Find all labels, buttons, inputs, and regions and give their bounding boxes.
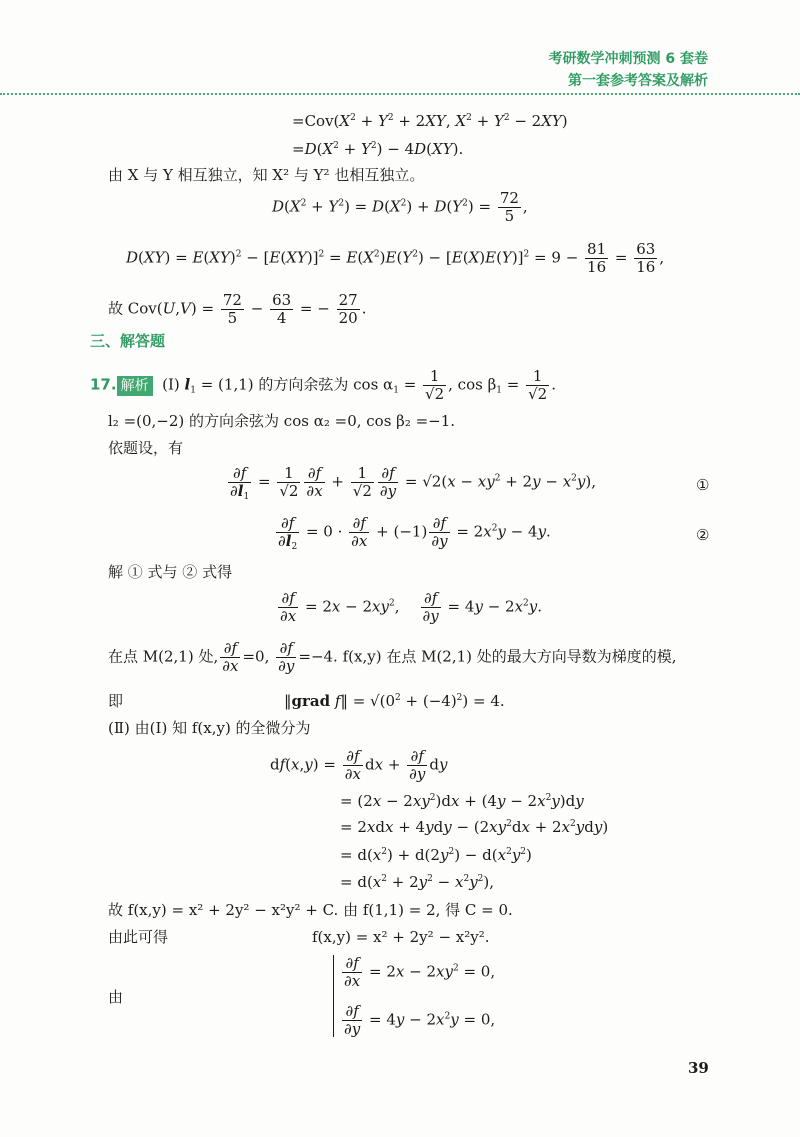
eq-partials: $\frac{\partial f}{\partial x}$ = $2x - 2xy^2$, $\frac{\partial f}{\partial y}$ = $4y - 2x^2y$. <box>280 589 543 625</box>
marker-1: ① <box>696 476 710 494</box>
eq-directional-derivative-1: $\frac{\partial f}{\partial l_1}$ = $\frac{1}{√2}$ $\frac{\partial f}{\partial x}$ + $\frac{1}{√2}$ $\frac{\partial f}{\partial y}$ = $√2(x - xy^2 + 2y - x^2y)$, <box>230 464 596 502</box>
text-zai: 在点 M(2,1) 处, <box>108 647 219 666</box>
eq-differential-5: = $d(x^2 + 2y^2 - x^2y^2)$, <box>340 873 495 891</box>
text-jie: 解 ① 式与 ② 式得 <box>108 563 233 581</box>
page-number: 39 <box>688 1059 709 1077</box>
header-title: 考研数学冲刺预测 6 套卷 <box>548 51 708 67</box>
analysis-badge: 解析 <box>117 376 153 396</box>
question-number: 17. <box>90 375 117 394</box>
eq-system-2: $\frac{\partial f}{\partial y}$ = $4y - 2x^2y = 0$, <box>344 1002 496 1038</box>
eq-variance-product: $D(XY) = E(XY)^2 - [E(XY)]^2 = E(X^2)E(Y^2) - [E(X)E(Y)]^2 = 9$ − $\frac{81}{16}$ = $\frac{63}{16}$ , <box>126 240 665 276</box>
text-independence: 由 X 与 Y 相互独立，知 X² 与 Y² 也相互独立。 <box>108 166 425 184</box>
eq-differential-1: df(x,y) = $\frac{\partial f}{\partial x}$ dx + $\frac{\partial f}{\partial y}$ dy <box>270 747 448 783</box>
header-subtitle: 第一套参考答案及解析 <box>568 73 708 89</box>
text-gu-f: 故 f(x,y) = x² + 2y² − x²y² + C. 由 f(1,1) = 2, 得 C = 0. <box>108 901 513 919</box>
eq-cov-result: 故 Cov(U,V) = $\frac{72}{5}$ − $\frac{63}{4}$ = − $\frac{27}{20}$ . <box>108 291 367 327</box>
eq-differential-4: = $d(x^2) + d(2y^2) - d(x^2y^2)$ <box>340 846 532 864</box>
text-zai-rest: f(x,y) 在点 M(2,1) 处的最大方向导数为梯度的模, <box>342 647 677 666</box>
text-l2-direction: l₂ =(0,−2) 的方向余弦为 cos α₂ =0, cos β₂ =−1. <box>108 412 456 430</box>
eq-differential-3: = $2xdx + 4ydy - (2xy^2dx + 2x^2ydy)$ <box>340 818 609 836</box>
eq-differential-2: = $(2x - 2xy^2)dx + (4y - 2x^2y)dy$ <box>340 792 584 810</box>
text-ji: 即 <box>108 692 124 710</box>
text-yitishe: 依题设，有 <box>108 439 184 457</box>
eq-grad-norm: ‖grad f‖ = $√(0^2 + (-4)^2) = 4$. <box>284 692 505 710</box>
text-you: 由 <box>108 988 124 1006</box>
section-title: 三、解答题 <box>90 332 166 350</box>
eq-cov-expansion: $=Cov(X^2 + Y^2 + 2XY$, $X^2 + Y^2 - 2XY$) <box>292 112 568 130</box>
q17-line1: 17. 解析 (Ⅰ) $l_1 = (1,1)$ 的方向余弦为 $\cos \alpha_1$ = $\frac{1}{√2}$ , $\cos \beta_1$ = $\frac{1}{√2}$ . <box>90 367 556 403</box>
text-youci-label: 由此可得 <box>108 928 169 946</box>
eq-variance-sum: $D(X^2 + Y^2) = D(X^2) + D(Y^2)$ = $\frac{72}{5}$ , <box>272 189 528 225</box>
system-brace <box>333 955 334 1037</box>
marker-2: ② <box>696 526 710 544</box>
eq-system-1: $\frac{\partial f}{\partial x}$ = $2x - 2xy^2 = 0$, <box>344 954 496 990</box>
eq-variance-diff: $=D(X^2 + Y^2) - 4D(XY)$. <box>292 140 464 158</box>
eq-point-values: 在点 M(2,1) 处, $\frac{\partial f}{\partial x}$ =0, $\frac{\partial f}{\partial y}$ =−4. f(x,y) 在点 M(2,1) 处的最大方向导数为梯度的模, <box>108 639 677 675</box>
eq-f-result: f(x,y) = x² + 2y² − x²y². <box>312 928 490 946</box>
header-divider <box>0 93 800 95</box>
eq-directional-derivative-2: $\frac{\partial f}{\partial l_2}$ = 0 · $\frac{\partial f}{\partial x}$ + (−1) $\frac{\partial f}{\partial y}$ = $2x^2y - 4y$. <box>278 514 551 552</box>
text-part2: (Ⅱ) 由(Ⅰ) 知 f(x,y) 的全微分为 <box>108 719 311 737</box>
